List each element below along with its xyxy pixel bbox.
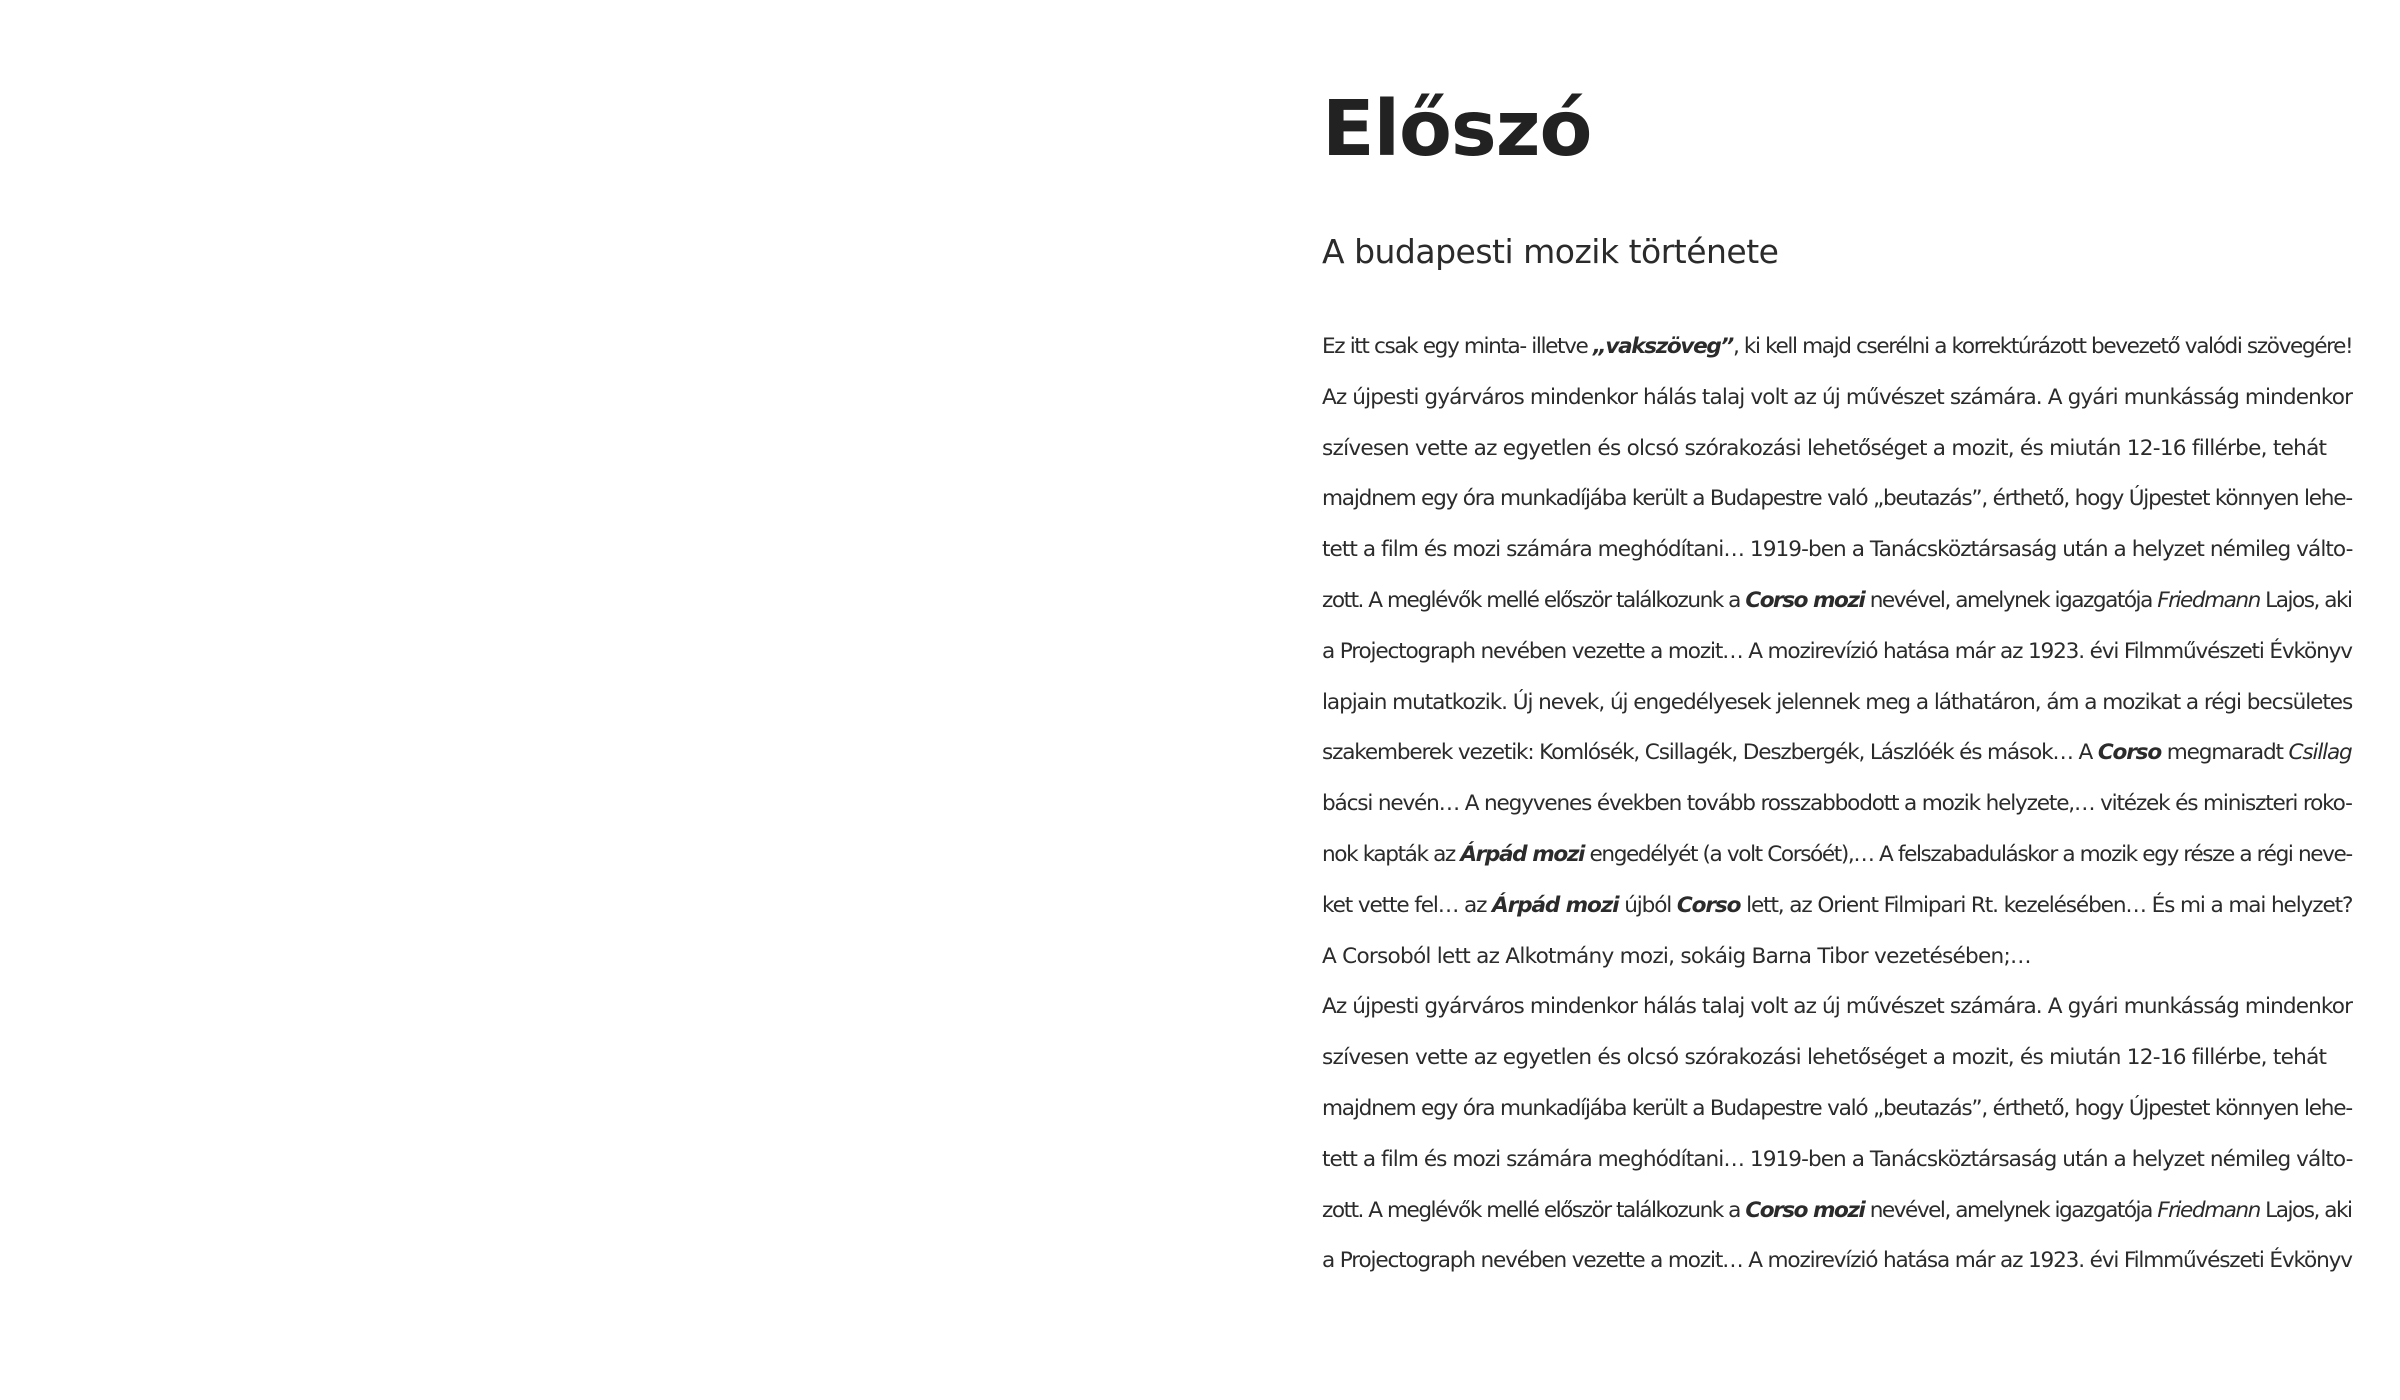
body-line xyxy=(1322,1186,2352,1237)
body-text xyxy=(1322,322,2352,1287)
body-line xyxy=(1322,881,2352,932)
emphasis-text: Friedmann xyxy=(2157,587,2260,613)
body-text-run: tett a film és mozi számára meghódítani… 1919-ben a Tanácsköztársaság után a helyzet némileg válto- xyxy=(1322,1146,2353,1172)
body-line xyxy=(1322,1033,2352,1084)
body-text-run: Az újpesti gyárváros mindenkor hálás talaj volt az új művészet számára. A gyári munkásság mindenkor xyxy=(1322,994,2353,1020)
body-text-run: megmaradt xyxy=(2161,740,2289,766)
body-text-run: újból xyxy=(1618,892,1677,918)
emphasis-text: Árpád mozi xyxy=(1460,841,1585,867)
body-text-run: A Corsoból lett az Alkotmány mozi, sokáig Barna Tibor vezetésében;… xyxy=(1322,943,2031,969)
page-title: Előszó xyxy=(1322,85,1592,174)
body-text-run: nevével, amelynek igazgatója xyxy=(1864,1197,2158,1223)
emphasis-text: Corso xyxy=(2097,740,2162,766)
body-line xyxy=(1322,525,2352,576)
emphasis-text: Corso mozi xyxy=(1745,587,1865,613)
body-text-run: nok kapták az xyxy=(1322,841,1461,867)
emphasis-text: Corso xyxy=(1676,892,1741,918)
body-line xyxy=(1322,424,2352,475)
body-line xyxy=(1322,830,2352,881)
body-text-run: szívesen vette az egyetlen és olcsó szórakozási lehetőséget a mozit, és miután 12-16 fillérbe, tehát xyxy=(1322,435,2327,461)
body-line xyxy=(1322,576,2352,627)
body-text-run: bácsi nevén… A negyvenes években tovább rosszabbodott a mozik helyzete,… vitézek és miniszteri roko- xyxy=(1322,791,2352,817)
body-line xyxy=(1322,779,2352,830)
body-line xyxy=(1322,474,2352,525)
body-text-run: majdnem egy óra munkadíjába került a Budapestre való „beutazás”, érthető, hogy Újpestet könnyen lehe- xyxy=(1322,486,2352,512)
body-line xyxy=(1322,1084,2352,1135)
body-line xyxy=(1322,678,2352,729)
body-text-run: tett a film és mozi számára meghódítani… 1919-ben a Tanácsköztársaság után a helyzet némileg válto- xyxy=(1322,537,2353,563)
page-subtitle: A budapesti mozik története xyxy=(1322,232,1779,271)
right-page xyxy=(1322,80,2353,1274)
body-line xyxy=(1322,627,2352,678)
body-text-run: zott. A meglévők mellé először találkozunk a xyxy=(1322,587,1746,613)
body-line xyxy=(1322,322,2352,373)
body-line xyxy=(1322,932,2352,983)
body-text-run: szívesen vette az egyetlen és olcsó szórakozási lehetőséget a mozit, és miután 12-16 fillérbe, tehát xyxy=(1322,1045,2327,1071)
emphasis-text: Friedmann xyxy=(2157,1197,2260,1223)
body-text-run: majdnem egy óra munkadíjába került a Budapestre való „beutazás”, érthető, hogy Újpestet könnyen lehe- xyxy=(1322,1095,2352,1121)
emphasis-text: Árpád mozi xyxy=(1492,892,1619,918)
body-text-run: engedélyét (a volt Corsóét),… A felszabaduláskor a mozik egy része a régi neve- xyxy=(1584,841,2352,867)
body-line xyxy=(1322,982,2352,1033)
body-text-run: lett, az Orient Filmipari Rt. kezelésében… És mi a mai helyzet? xyxy=(1740,892,2353,918)
body-line xyxy=(1322,1236,2352,1287)
body-text-run: lapjain mutatkozik. Új nevek, új engedélyesek jelennek meg a láthatáron, ám a mozikat a régi becsületes xyxy=(1322,689,2353,715)
body-text-run: Az újpesti gyárváros mindenkor hálás talaj volt az új művészet számára. A gyári munkásság mindenkor xyxy=(1322,384,2353,410)
body-line xyxy=(1322,728,2352,779)
body-text-run: szakemberek vezetik: Komlósék, Csillagék, Deszbergék, Lászlóék és mások… A xyxy=(1322,740,2098,766)
body-text-run: a Projectograph nevében vezette a mozit… A mozirevízió hatása már az 1923. évi Filmművészeti Évkönyv xyxy=(1322,1248,2352,1274)
body-text-run: nevével, amelynek igazgatója xyxy=(1864,587,2158,613)
body-text-run: Lajos, aki xyxy=(2259,1197,2352,1223)
body-line xyxy=(1322,373,2352,424)
body-line xyxy=(1322,1135,2352,1186)
body-text-run: Ez itt csak egy minta- illetve xyxy=(1322,334,1593,359)
emphasis-text: „vakszöveg” xyxy=(1592,334,1733,359)
emphasis-text: Corso mozi xyxy=(1745,1197,1865,1223)
body-text-run: Lajos, aki xyxy=(2259,587,2352,613)
emphasis-text: Csillag xyxy=(2288,740,2352,766)
body-text-run: a Projectograph nevében vezette a mozit… A mozirevízió hatása már az 1923. évi Filmművészeti Évkönyv xyxy=(1322,638,2352,664)
body-text-run: , ki kell majd cserélni a korrektúrázott bevezető valódi szövegére! xyxy=(1732,334,2353,359)
body-text-run: ket vette fel… az xyxy=(1322,892,1493,918)
body-text-run: zott. A meglévők mellé először találkozunk a xyxy=(1322,1197,1746,1223)
